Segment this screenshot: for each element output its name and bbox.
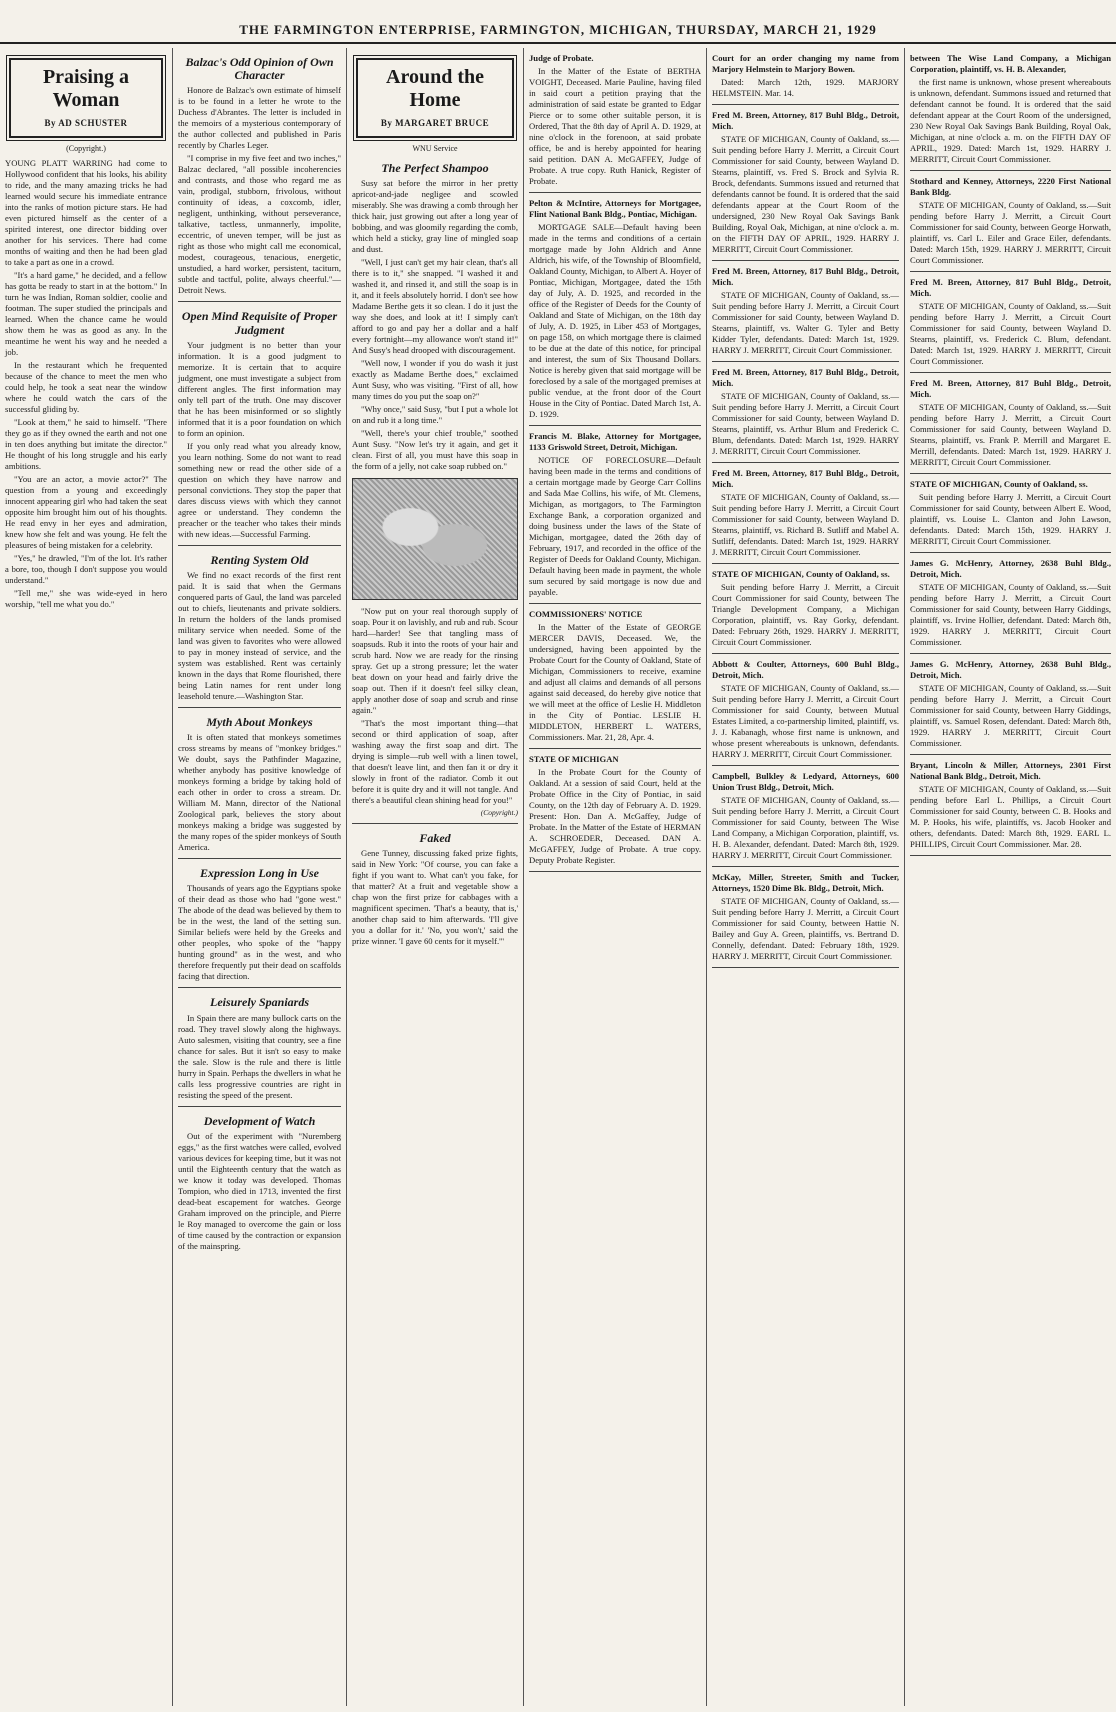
notice-body: STATE OF MICHIGAN, County of Oakland, ss.—Suit pending before Harry J. Merritt, a Circuit Court Commissioner for said County, between Hattie N. Bailey and Guy A. Green, plaintiffs, vs. Bertrand D. Connelly, defendant. Dated: February 18th, 1929. HARRY J. MERRITT, Circuit Court Commissioner.: [712, 896, 899, 961]
feature-subhead: The Perfect Shampoo: [381, 160, 489, 175]
story-paragraph: "It's a hard game," he decided, and a fellow has gotta be ready to start in at the bottom." In turn he was Indian, Roman soldier, coolie and footman. The super studied the principals and learned. When the chance came he would show them he was as good as any. In the meantime he went his way and he needed a job.: [5, 269, 167, 357]
legal-notices: [529, 53, 701, 872]
column-short-features: [172, 48, 346, 1706]
story-paragraph: In the restaurant which he frequented because of the chance to meet the men who could help, he took a seat near the window where he could watch the cars of the successful gliding by.: [5, 359, 167, 414]
masthead: [0, 22, 1116, 44]
feature-paragraph: Honore de Balzac's own estimate of himself is to be found in a letter he wrote to the Duchess d'Abrantes. The letter is included in the memoirs of a mysterious contemporary of the author collected and published in Paris recently by Charles Leger.: [178, 85, 341, 151]
notice-body: STATE OF MICHIGAN, County of Oakland, ss.—Suit pending before Harry J. Merritt, a Circuit Court Commissioner for said County, between Wayland D. Stearns, plaintiff, vs. Arthur Blum and Frederick C. Blum, defendants. Dated: March 1st, 1929. HARRY J. MERRITT, Circuit Court Commissioner.: [712, 391, 899, 456]
feature-byline: By MARGARET BRUCE: [380, 118, 490, 128]
notice-body: the first name is unknown, whose present whereabouts is unknown, defendant. Summons issued and returned that defendant cannot be found. It is ordered that the said defendant appear at the Court Room of the undersigned, 230 New Royal Oak Savings Bank Building, Royal Oak, Michigan, at nine o'clock a. m. on the FIFTH DAY OF APRIL, 1929. Dated: March 1st, 1929. HARRY J. MERRITT, Circuit Court Commissioner.: [910, 77, 1111, 164]
feature-paragraph: "Well now, I wonder if you do wash it just exactly as Madame Berthe does," exclaimed Aunt Susy, who was visiting. "First of all, how many times do you put the soap on?": [352, 357, 518, 401]
notice-heading: Fred M. Breen, Attorney, 817 Buhl Bldg., Detroit, Mich.: [910, 277, 1111, 298]
feature-title: Leisurely Spaniards: [209, 995, 309, 1010]
notice-heading: Fred M. Breen, Attorney, 817 Buhl Bldg., Detroit, Mich.: [712, 367, 899, 388]
notice-heading: McKay, Miller, Streeter, Smith and Tucker, Attorneys, 1520 Dime Bk. Bldg., Detroit, Mich.: [712, 872, 899, 893]
feature-paragraph: In Spain there are many bullock carts on the road. They travel slowly along the highways. Auto salesmen, visiting that country, see a fine chance for sales. But it isn't so easy to make the sale. Slow is the rule and there is little hurry in Spain. Perhaps the dwellers in what he calls less progressive countries are right in resisting the speed of the present.: [178, 1012, 341, 1100]
notice-heading: Francis M. Blake, Attorney for Mortgagee, 1133 Griswold Street, Detroit, Michigan.: [529, 431, 701, 452]
notice-body: STATE OF MICHIGAN, County of Oakland, ss.—Suit pending before Earl L. Phillips, a Circuit Court Commissioner for said County, between C. B. Hooks and M. P. Hooks, his wife, plaintiffs, vs. Jacob Hooker and others, defendants. Dated: March 8th, 1929. EARL L. PHILLIPS, Circuit Court Commissioner. Mar. 28.: [910, 784, 1111, 849]
feature-title: Expression Long in Use: [199, 866, 320, 881]
feature-copyright: (Copyright.): [480, 807, 518, 817]
notice-heading: James G. McHenry, Attorney, 2638 Buhl Bldg., Detroit, Mich.: [910, 659, 1111, 680]
notice-heading: STATE OF MICHIGAN, County of Oakland, ss.: [712, 569, 890, 579]
notice-body: NOTICE OF FORECLOSURE—Default having been made in the terms and conditions of a certain mortgage made by George Carr Collins and Sada Mae Collins, his wife, of Mt. Clemens, Michigan, as mortgagors, to The Farmington Exchange Bank, a corporation organized and doing business under the laws of the State of Michigan, mortgagee, dated the 26th day of February, 1917, and recorded in the office of the Register of Deeds for Oakland County, Michigan. Default having been made in payment, the whole sum secured by said mortgage is now due and payable.: [529, 455, 701, 597]
notice-body: STATE OF MICHIGAN, County of Oakland, ss.—Suit pending before Harry J. Merritt, a Circuit Court Commissioner for said County, between Wayland D. Stearns, plaintiff, vs. Fred S. Brock and Sylvia R. Brock, defendants. Summons issued and returned that defendants cannot be found. It is ordered that the said defendants appear at the Court Room of the undersigned, 230 New Royal Oak Savings Bank Building, Royal Oak, Michigan, at nine o'clock a. m. on the FIFTH DAY OF APRIL, 1929. HARRY J. MERRITT, Circuit Court Commissioner.: [712, 134, 899, 254]
feature-title: Renting System Old: [210, 552, 309, 567]
notice-heading: COMMISSIONERS' NOTICE: [529, 609, 643, 619]
notice-heading: Bryant, Lincoln & Miller, Attorneys, 2301 First National Bank Bldg., Detroit, Mich.: [910, 760, 1111, 781]
feature-title: Development of Watch: [203, 1113, 316, 1128]
notice-heading: Judge of Probate.: [529, 53, 594, 63]
story-paragraph: YOUNG PLATT WARRING had come to Hollywood confident that his looks, his ability to ride, and the many amazing tricks he had learned would secure his immediate entrance into the ranks of motion picture stars. He had even pictured himself as the center of a spirited interest, one director bidding over another for his services. There had come months of waiting and then he had been glad to take a part as one in a crowd.: [5, 157, 167, 267]
notice-heading: Fred M. Breen, Attorney, 817 Buhl Bldg., Detroit, Mich.: [712, 266, 899, 287]
notice-body: STATE OF MICHIGAN, County of Oakland, ss.—Suit pending before Harry J. Merritt, a Circuit Court Commissioner for said County, between Wayland D. Stearns, plaintiff, vs. Richard B. Sutliff and Mabel A. Sutliff, defendants. Dated: March 1st, 1929. HARRY J. MERRITT, Circuit Court Commissioner.: [712, 492, 899, 557]
notice-heading: Abbott & Coulter, Attorneys, 600 Buhl Bldg., Detroit, Mich.: [712, 659, 899, 680]
notice-body: In the Matter of the Estate of BERTHA VOIGHT, Deceased. Marie Pauline, having filed in said court a petition praying that the administration of said estate be granted to Edgar Pierce or to some other suitable person, it is Ordered, That the 8th day of April A. D. 1929, at nine o'clock in the forenoon, at said probate office, be and is hereby appointed for hearing said petition. DAN A. McGAFFEY, Judge of Probate. A true copy. Ruth Hanick, Register of Probate.: [529, 66, 701, 186]
notice-heading: STATE OF MICHIGAN: [529, 754, 619, 764]
feature-title: Around the Home: [386, 66, 484, 111]
notice-body: STATE OF MICHIGAN, County of Oakland, ss.—Suit pending before Harry J. Merritt, a Circuit Court Commissioner for said County, between Harry Giddings, plaintiff, vs. Irvine Hollier, defendant. Dated: March 8th, 1929. HARRY J. MERRITT, Circuit Court Commissioner.: [910, 582, 1111, 647]
feature-title: Myth About Monkeys: [206, 714, 313, 729]
notice-body: STATE OF MICHIGAN, County of Oakland, ss.—Suit pending before Harry J. Merritt, a Circuit Court Commissioner for said County, between Wayland D. Stearns, plaintiff, vs. Walter G. Tyler and Betty Kidder Tyler, defendants. Dated: March 1st, 1929. HARRY J. MERRITT, Circuit Court Commissioner.: [712, 290, 899, 355]
shampoo-photo: [352, 478, 518, 600]
story-title: Praising a Woman: [42, 66, 130, 111]
story-body: [5, 158, 167, 610]
notice-heading: Stothard and Kenney, Attorneys, 2220 First National Bank Bldg.: [910, 176, 1111, 197]
feature-paragraph: "I comprise in my five feet and two inches," Balzac declared, "all possible incoherencies and contrasts, and those who regard me as vain, prodigal, stubborn, frivolous, without continuity of ideas, a coxcomb, idler, negligent, unthinking, without perseverance, talkative, tactless, unmannerly, impolite, eccentric, of uneven temper, will be just as right as those who might call me economical, modest, courageous, tenacious, energetic, unstudied, a hard worker, persistent, taciturn, subtle and tactful, polite, always cheerful."—Detroit News.: [178, 153, 341, 296]
faked-title: Faked: [419, 830, 451, 845]
copyright-note: (Copyright.): [66, 143, 106, 153]
feature-title: Balzac's Odd Opinion of Own Character: [185, 55, 334, 83]
notice-body: STATE OF MICHIGAN, County of Oakland, ss.—Suit pending before Harry J. Merritt, a Circuit Court Commissioner for said County, between George Horwath, plaintiff, vs. Carl L. Eiler and Grace Eiler, defendants. Dated: March 15th, 1929. HARRY J. MERRITT, Circuit Court Commissioner.: [910, 200, 1111, 265]
story-paragraph: "Yes," he drawled, "I'm of the lot. It's rather a bore, too, though I don't suppose you would understand.": [5, 552, 167, 585]
story-header: [9, 58, 163, 138]
features-list: [178, 56, 341, 1252]
feature-paragraph: "Why once," said Susy, "but I put a whole lot on and rub it a long time.": [352, 403, 518, 425]
feature-paragraph: Susy sat before the mirror in her pretty apricot-and-jade negligee and scowled miserably. She was drawing a comb through her thick hair, just growing out after a long year of bobbing, and was gloomily regarding the comb, which held a sticky, gray line of mingled soap and dust.: [352, 177, 518, 254]
notice-body: MORTGAGE SALE—Default having been made in the terms and conditions of a certain mortgage made by John Aldrich and Anne Aldrich, his wife, of the Township of Bloomfield, Oakland County, Michigan, to Albert A. Hoyer of Pontiac, Michigan, Mortgagee, dated the 15th day of July, A. D. 1925, and recorded in the office of the Register of Deeds for the County of Oakland and State of Michigan, on the 18th day of July, A. D. 1925, in Liber 453 of Mortgages, on page 158, on which mortgage there is claimed to be due at the date of this notice, for principal and interest, the sum of Six Thousand Dollars. Notice is hereby given that said mortgage will be foreclosed by a sale of the mortgaged premises at public vendue, at the front door of the Court House in the City of Pontiac. Dated March 1st, A. D. 1929.: [529, 222, 701, 419]
notice-heading: Court for an order changing my name from Marjory Helmstein to Marjory Bowen.: [712, 53, 899, 74]
column-legal-notices-1: [523, 48, 706, 1706]
notice-heading: James G. McHenry, Attorney, 2638 Buhl Bldg., Detroit, Mich.: [910, 558, 1111, 579]
notice-heading: Fred M. Breen, Attorney, 817 Buhl Bldg., Detroit, Mich.: [712, 110, 899, 131]
story-paragraph: "Look at them," he said to himself. "There they go as if they owned the earth and not one in ten does anything but imitate the director." He thought of his long struggle and his early ambitions.: [5, 416, 167, 471]
story-paragraph: "Tell me," she was wide-eyed in hero worship, "tell me what you do.": [5, 587, 167, 609]
column-around-the-home: [346, 48, 523, 1706]
feature-header: [356, 58, 514, 138]
notice-body: STATE OF MICHIGAN, County of Oakland, ss.—Suit pending before Harry J. Merritt, a Circuit Court Commissioner for said County, between Mutual Estates Limited, a co-partnership limited, plaintiff, vs. J. J. Kabanagh, whose first name is unknown, and whose present whereabouts is unknown, defendants. HARRY J. MERRITT, Circuit Court Commissioner.: [712, 683, 899, 759]
feature-paragraph: It is often stated that monkeys sometimes cross streams by means of "monkey bridges." We doubt, says the Pathfinder Magazine, whether anybody has positive knowledge of monkeys forming a bridge by taking hold of each other in order to cross a stream. Dr. William M. Mann, director of the National Zoological park, believes the story about monkeys making a bridge was suggested by the many ropes of the spider monkeys of South America.: [178, 732, 341, 853]
notice-body: Suit pending before Harry J. Merritt, a Circuit Court Commissioner for said County, between Albert E. Wood, plaintiff, vs. Louise L. Clanton and John Lawson, defendants. Dated: March 15th, 1929. HARRY J. MERRITT, Circuit Court Commissioner.: [910, 492, 1111, 546]
notice-body: In the Matter of the Estate of GEORGE MERCER DAVIS, Deceased. We, the undersigned, having been appointed by the Probate Court for the County of Oakland, State of Michigan, Commissioners to receive, examine and adjust all claims and demands of all persons against said deceased, do hereby give notice that we will meet at the office of Leslie H. Middleton in the City of Pontiac. LESLIE H. MIDDLETON, HERBERT L. WATERS, Commissioners. Mar. 21, 28, Apr. 4.: [529, 622, 701, 742]
notice-body: Dated: March 12th, 1929. MARJORY HELMSTEIN. Mar. 14.: [712, 77, 899, 98]
feature-body-top: [352, 178, 518, 472]
feature-paragraph: We find no exact records of the first rent paid. It is said that when the Germans conquered parts of Gaul, the land was parceled out to chiefs, lieutenants and private soldiers. In return the holders of the lands promised military service when needed. Some of the land was given to favorites who were allowed to pay in money instead of service, and the system was established. Rent was certainly known in the days that Rome flourished, there being Latin names for rent under long leasehold tenure.—Washington Star.: [178, 569, 341, 701]
column-legal-notices-3: [904, 48, 1116, 1706]
feature-paragraph: "That's the most important thing—that second or third application of soap, after washing away the first soap and dirt. The drying is simple—rub well with a linen towel, that doesn't leave lint, and then fan it or dry it slowly in front of the radiator. Comb it out before it is quite dry and it will not tangle. And there's a beautiful clean shining head for you!": [352, 717, 518, 805]
column-legal-notices-2: [706, 48, 904, 1706]
notice-heading: Fred M. Breen, Attorney, 817 Buhl Bldg., Detroit, Mich.: [712, 468, 899, 489]
legal-notices: [910, 53, 1111, 856]
notice-body: In the Probate Court for the County of Oakland. At a session of said Court, held at the Probate Office in the City of Pontiac, in said County, on the 12th day of February A. D. 1929. Present: Hon. Dan A. McGaffey, Judge of Probate. In the Matter of the Estate of HERMAN A. SCHROEDER, Deceased. DAN A. McGAFFEY, Judge of Probate. A true copy. Deputy Probate Register.: [529, 767, 701, 865]
service-note: WNU Service: [412, 143, 458, 153]
notice-body: STATE OF MICHIGAN, County of Oakland, ss.—Suit pending before Harry J. Merritt, a Circuit Court Commissioner for said County, between Wayland D. Stearns, plaintiff, vs. Frederick C. Blum, defendant. Dated: March 1st, 1929. HARRY J. MERRITT, Circuit Court Commissioner.: [910, 301, 1111, 366]
feature-title: Open Mind Requisite of Proper Judgment: [181, 309, 338, 337]
feature-paragraph: Out of the experiment with "Nuremberg eggs," as the first watches were called, evolved various devices for keeping time, but it was not until the Eighteenth century that the watch as we know it today was developed. Thomas Tompion, who died in 1713, invented the first dead-beat escapement for watches. George Graham improved on the principle, and Pierre le Roy managed to overcome the gain or loss of time caused by the contraction or expansion of the mainspring.: [178, 1130, 342, 1251]
notice-heading: Campbell, Bulkley & Ledyard, Attorneys, 600 Union Trust Bldg., Detroit, Mich.: [712, 771, 899, 792]
feature-paragraph: "Well, I just can't get my hair clean, that's all there is to it," she snapped. "I washed it and washed it, and rinsed it, and still the soap is in it, and it feels absolutely horrid. I don't see how Madame Berthe gets it so clean. I do it just the way she does, and look at it! I simply can't afford to go and pay her a dollar and a half every fortnight—my allowance won't stand it!" And Susy's head drooped with discouragement.: [352, 256, 518, 355]
notice-heading: Pelton & McIntire, Attorneys for Mortgagee, Flint National Bank Bldg., Pontiac, Michigan.: [529, 198, 701, 219]
feature-paragraph: "Now put on your real thorough supply of soap. Pour it on lavishly, and rub and rub. Scour hard—harder! See that tangling mass of soapsuds. Rub it into the roots of your hair and scrub hard. Now we are ready for the rinsing spray. Get up a strong pressure; let the water beat down on your head and fairly drive the soap out. Then if it doesn't feel silky clean, apply another dose of soap and scrub and rinse again.": [352, 605, 518, 715]
notice-body: STATE OF MICHIGAN, County of Oakland, ss.—Suit pending before Harry J. Merritt, a Circuit Court Commissioner for said County, between Harry Giddings, plaintiff, vs. Samuel Rosen, defendant. Dated: March 8th, 1929. HARRY J. MERRITT, Circuit Court Commissioner.: [910, 683, 1111, 748]
story-paragraph: "You are an actor, a movie actor?" The question from a young and exceedingly innocent appearing girl who had taken the seat opposite him brought him out of his thoughts. He read envy in her eyes and admiration, knew how she felt and was young. He felt the pleasures of being mistaken for a celebrity.: [5, 473, 167, 550]
notice-body: Suit pending before Harry J. Merritt, a Circuit Court Commissioner for said County, between The Triangle Development Company, a Michigan Corporation, plaintiff, vs. Ray Gorky, defendant. Dated: February 26th, 1929. HARRY J. MERRITT, Circuit Court Commissioner.: [712, 582, 899, 647]
notice-heading: between The Wise Land Company, a Michigan Corporation, plaintiff, vs. H. B. Alexander,: [910, 53, 1111, 74]
column-praising-a-woman: [0, 48, 172, 1706]
notice-heading: STATE OF MICHIGAN, County of Oakland, ss.: [910, 479, 1088, 489]
feature-paragraph: If you only read what you already know, you learn nothing. Some do not want to read something new or read the other side of a question on which they have narrow and personal convictions. They stop the paper that dares discuss views with which they cannot agree or understand. They condemn the preacher or the teacher who takes their minds with new ideas.—Successful Farming.: [178, 440, 341, 539]
masthead-text: THE FARMINGTON ENTERPRISE, FARMINGTON, MICHIGAN, THURSDAY, MARCH 21, 1929: [239, 22, 877, 37]
legal-notices: [712, 53, 899, 968]
notice-heading: Fred M. Breen, Attorney, 817 Buhl Bldg., Detroit, Mich.: [910, 378, 1111, 399]
faked-body: Gene Tunney, discussing faked prize fights, said in New York: "Of course, you can fake a fight if you want to. What can't you fake, for that matter? At a fruit and vegetable show a chap won the first prize for cabbages with a magnificent specimen. 'That's a beauty, that is,' another chap said to him afterwards. 'I'll give you a dollar for it.' 'No, you won't,' said the prize winner. 'I gave 60 cents for it myself.'": [352, 847, 518, 946]
notice-body: STATE OF MICHIGAN, County of Oakland, ss.—Suit pending before Harry J. Merritt, a Circuit Court Commissioner for said County, between Wayland D. Stearns, plaintiff, vs. Frank P. Merrill and Margaret E. Merrill, defendants. Dated: March 1st, 1929. HARRY J. MERRITT, Circuit Court Commissioner.: [910, 402, 1111, 467]
story-byline: By AD SCHUSTER: [44, 118, 128, 128]
feature-paragraph: Thousands of years ago the Egyptians spoke of their dead as those who had "gone west." The abode of the dead was believed by them to be in the west, the land of the setting sun. Similar beliefs were held by the Greeks and other peoples, who spoke of the "happy hunting ground" as in the west, and who therefore frequently put their dead on scaffolds facing that direction.: [178, 883, 341, 982]
feature-paragraph: Your judgment is no better than your information. It is a good judgment to memorize. It is certain that to acquire judgment, one must investigate a subject from different angles. The first information may only tell part of the truth. One may discover that he has been misinformed or so slightly informed that it is a poor foundation on which to form an opinion.: [178, 339, 341, 438]
feature-body-bottom: [352, 606, 518, 806]
notice-body: STATE OF MICHIGAN, County of Oakland, ss.—Suit pending before Harry J. Merritt, a Circuit Court Commissioner for said County, between The Wise Land Company, a Michigan Corporation, plaintiff, vs. H. B. Alexander, defendant. Dated: March 8th, 1929. HARRY J. MERRITT, Circuit Court Commissioner.: [712, 795, 899, 860]
feature-paragraph: "Well, there's your chief trouble," soothed Aunt Susy. "Now let's try it again, and get it clean. First of all, you must have this soap in the form of a jelly, not cake soap rubbed on.": [352, 427, 518, 471]
